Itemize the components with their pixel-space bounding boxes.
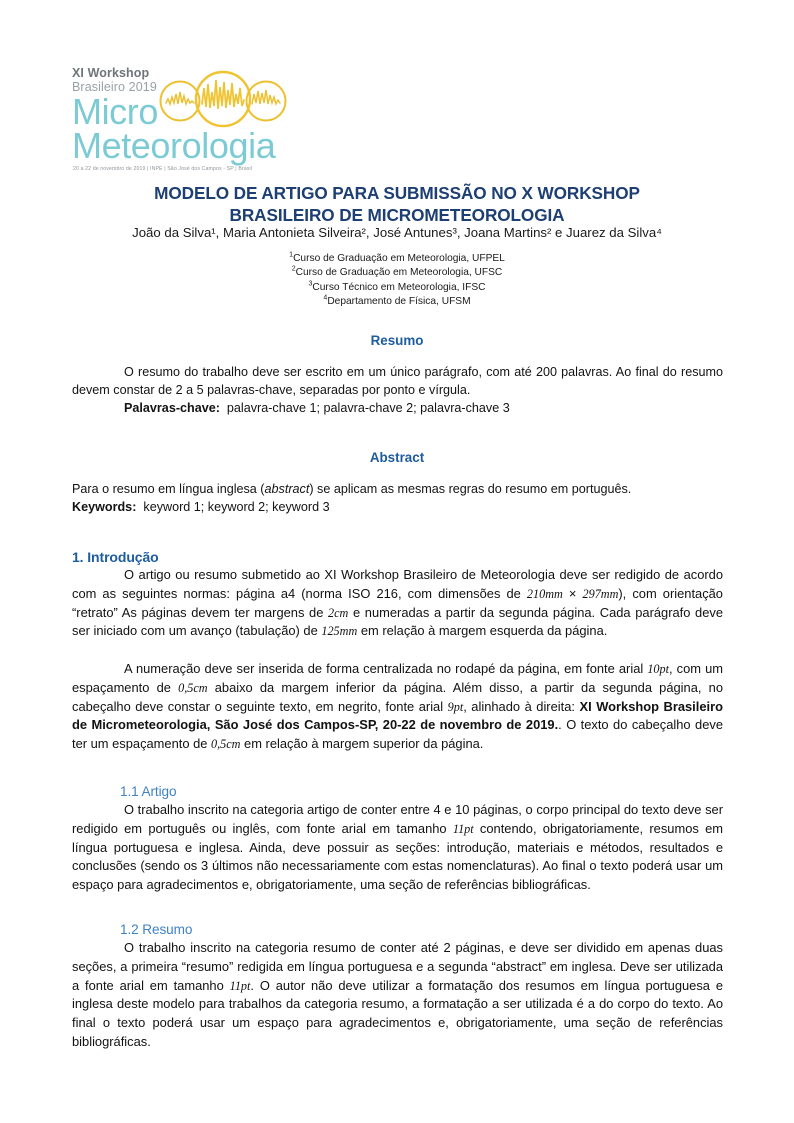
abstract-keywords <box>72 499 723 517</box>
par-run: , com um espaçamento de <box>72 661 723 695</box>
affiliation-list <box>72 252 722 310</box>
abstract-text-post: ) se aplicam as mesmas regras do resumo em português. <box>309 482 632 496</box>
math-run: 11pt <box>229 978 251 993</box>
par-run: . O texto do cabeçalho deve ter um espaçamento de <box>72 717 723 752</box>
par-run: O trabalho inscrito na categoria artigo de conter entre 4 e 10 páginas, o corpo principal do texto deve ser redigido em português ou inglês, com fonte arial em tamanho <box>72 802 723 836</box>
par-run: . O autor não deve utilizar a formatação dos resumos em língua portuguesa e inglesa deste modelo para trabalhos da categoria resumo, a formatação a ser utilizada é a do corpo do texto. Ao final o texto poderá usar um espaço para agradecimentos e, obrigatoriamente, uma seção de referências bibliográficas. <box>72 977 724 1049</box>
math-run: 2cm <box>328 605 349 620</box>
affiliation-text: Curso de Graduação em Meteorologia, UFSC <box>295 267 503 279</box>
affiliation-marker: 3 <box>308 280 313 288</box>
math-run: 0,5cm <box>211 737 241 752</box>
resumo-keywords-value: palavra-chave 1; palavra-chave 2; palavra-chave 3 <box>226 400 510 415</box>
resumo-keywords-label: Palavras-chave: <box>124 400 220 415</box>
affiliation-text: Curso de Graduação em Meteorologia, UFPEL <box>293 253 505 264</box>
abstract-heading: Abstract <box>369 450 425 465</box>
title-line-2: BRASILEIRO DE MICROMETEOROLOGIA <box>229 205 565 226</box>
author-list <box>72 224 722 241</box>
affiliation-marker: 1 <box>289 251 294 259</box>
section-1-paragraph-2 <box>72 660 723 754</box>
page-title <box>72 182 722 226</box>
par-run: e numeradas a partir da segunda página. Cada parágrafo deve ser iniciado com um avanço (tabulação) de <box>72 604 724 639</box>
affiliation-item <box>72 266 722 280</box>
affiliation-marker: 2 <box>291 266 296 274</box>
section-1-heading: 1. Introdução <box>72 549 159 565</box>
author-line: João da Silva¹, Maria Antonieta Silveira², José Antunes³, Joana Martins² e Juarez da Silva⁴ <box>132 225 662 240</box>
affiliation-text: Departamento de Física, UFSM <box>327 296 471 308</box>
logo-line-2: Brasileiro 2019 <box>72 80 157 94</box>
paragraph-text <box>72 801 723 895</box>
abstract-keywords-label: Keywords: <box>72 499 137 514</box>
par-run: ), com orientação “retrato” As páginas devem ter margens de <box>72 585 723 620</box>
math-run: 125mm <box>321 624 358 639</box>
par-run: , alinhado à direita: <box>463 698 580 714</box>
affiliation-text: Curso Técnico em Meteorologia, IFSC <box>312 281 486 293</box>
affiliation-item <box>72 295 722 309</box>
waveform-circles-icon <box>158 70 288 128</box>
subsection-1-1-heading: 1.1 Artigo <box>120 784 177 799</box>
resumo-keywords <box>72 400 723 418</box>
par-run: O trabalho inscrito na categoria resumo de conter até 2 páginas, e deve ser dividido em apenas duas seções, a primeira “resumo” redigida em língua portuguesa e a segunda “abstract” em inglesa. Deve ser utilizada a fonte arial em tamanho <box>72 940 723 993</box>
event-logo <box>72 66 287 174</box>
subsection-1-2-paragraph <box>72 939 723 1052</box>
par-run: em relação à margem superior da página. <box>240 736 484 752</box>
abstract-text-pre: Para o resumo em língua inglesa ( <box>72 482 265 496</box>
par-run: A numeração deve ser inserida de forma centralizada no rodapé da página, em fonte arial <box>124 661 648 676</box>
abstract-paragraph <box>72 481 723 499</box>
subsection-1-2-heading: 1.2 Resumo <box>120 922 193 937</box>
resumo-heading: Resumo <box>370 333 424 348</box>
paragraph-text <box>72 939 723 1052</box>
header-text-bold: XI Workshop Brasileiro de Micrometeorologia, São José dos Campos-SP, 20-22 de novembro de 2019. <box>72 698 723 733</box>
par-run: × <box>562 585 583 601</box>
abstract-keywords-value: keyword 1; keyword 2; keyword 3 <box>143 499 330 514</box>
math-run: 11pt <box>452 821 474 836</box>
affiliation-item <box>72 252 722 266</box>
logo-line-1: XI Workshop <box>72 66 150 80</box>
logo-event-lines <box>72 66 157 94</box>
math-run: 10pt <box>647 662 669 676</box>
math-run: 0,5cm <box>178 680 208 695</box>
title-line-1: MODELO DE ARTIGO PARA SUBMISSÃO NO X WORKSHOP <box>154 183 640 203</box>
paragraph-text <box>72 660 723 754</box>
abstract-body <box>72 481 723 517</box>
resumo-paragraph: O resumo do trabalho deve ser escrito em um único parágrafo, com até 200 palavras. Ao final do resumo devem constar de 2 a 5 palavras-chave, separadas por ponto e vírgula. <box>72 365 723 397</box>
section-1-paragraph-1 <box>72 566 723 641</box>
logo-footer-text: 20 a 22 de novembro de 2019 | INPE | São José dos Campos - SP | Brasil <box>73 166 253 172</box>
math-run: 210mm <box>526 586 563 601</box>
par-run: em relação à margem esquerda da página. <box>357 623 608 639</box>
resumo-body <box>72 364 723 418</box>
math-run: 297mm <box>582 586 619 601</box>
paragraph-text <box>72 566 723 641</box>
abstract-text-italic: abstract <box>264 482 310 496</box>
par-run: contendo, obrigatoriamente, resumos em língua portuguesa e inglesa. Ainda, deve possuir as seções: introdução, materiais e métodos, resultados e conclusões (sendo os 3 últimos não necessariamente com estas nomenclaturas). Ao final o texto poderá usar um espaço para agradecimentos e, obrigatoriamente, uma seção de referências bibliográficas. <box>72 820 723 893</box>
math-run: 9pt <box>447 699 464 714</box>
subsection-1-1-paragraph <box>72 801 723 895</box>
par-run: abaixo da margem inferior da página. Além disso, a partir da segunda página, no cabeçalho deve constar o seguinte texto, em negrito, fonte arial <box>72 679 723 714</box>
logo-word-meteorologia: Meteorologia <box>72 125 276 166</box>
affiliation-item <box>72 281 722 295</box>
par-run: O artigo ou resumo submetido ao XI Workshop Brasileiro de Meteorologia deve ser redigido de acordo com as seguintes normas: página a4 (norma ISO 216, com dimensões de <box>72 567 723 601</box>
logo-word-micro: Micro <box>72 91 158 132</box>
affiliation-marker: 4 <box>323 295 328 303</box>
